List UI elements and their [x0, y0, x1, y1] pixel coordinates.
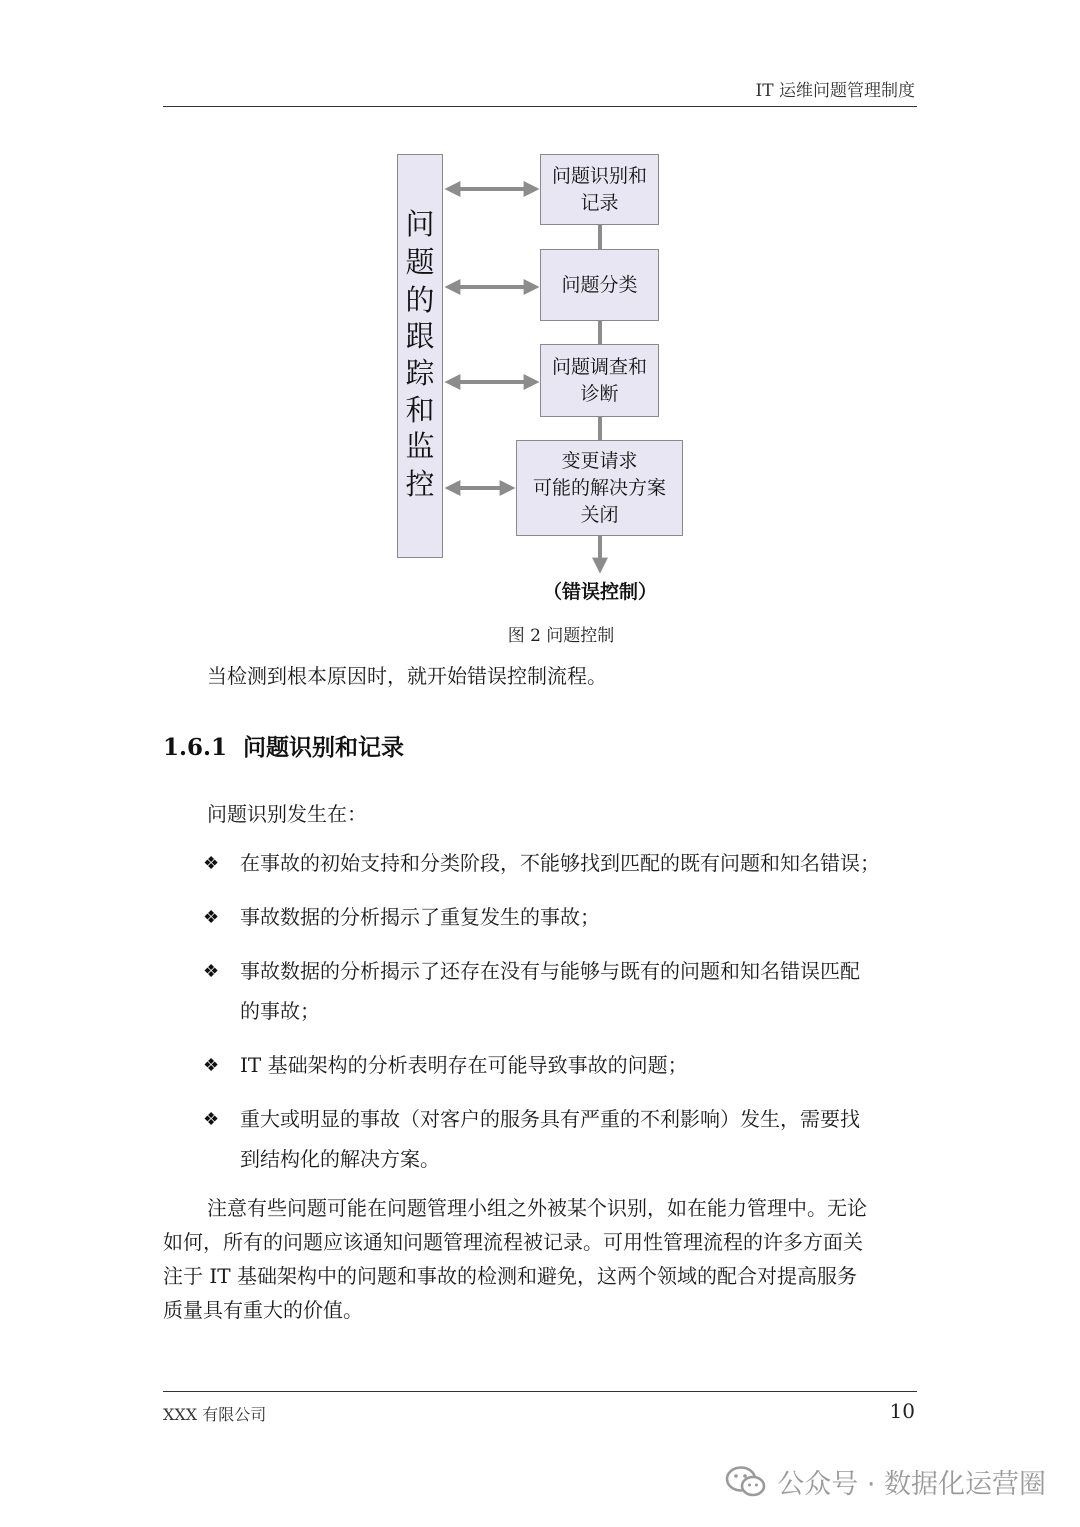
node-classify: [540, 249, 659, 321]
node-line: 问题分类: [561, 273, 638, 296]
error-control-label: （错误控制）: [542, 581, 657, 603]
node-line: 诊断: [580, 382, 619, 405]
paragraph-line: 如何，所有的问题应该通知问题管理流程被记录。可用性管理流程的许多方面关: [163, 1230, 863, 1254]
list-item-line: 事故数据的分析揭示了还存在没有与能够与既有的问题和知名错误匹配: [240, 959, 860, 983]
paragraph-line: 注意有些问题可能在问题管理小组之外被某个识别，如在能力管理中。无论: [207, 1196, 867, 1220]
note-paragraph: [163, 1191, 923, 1327]
list-item-line: 在事故的初始支持和分类阶段，不能够找到匹配的既有问题和知名错误；: [240, 851, 880, 875]
side-label-char: 问: [405, 207, 435, 241]
list-item-line: 事故数据的分析揭示了重复发生的事故；: [240, 905, 600, 929]
side-label-char: 和: [405, 393, 435, 427]
paragraph-line: 质量具有重大的价值。: [163, 1298, 363, 1322]
bullet-diamond-icon: ❖: [203, 907, 220, 928]
list-item-line: 的事故；: [240, 999, 320, 1023]
footer-company: XXX 有限公司: [163, 1405, 267, 1424]
side-label-char: 控: [405, 467, 435, 501]
list-item: [240, 951, 920, 1031]
list-item: [240, 843, 920, 883]
node-change-solution-close: [516, 440, 683, 536]
list-item-line: IT 基础架构的分析表明存在可能导致事故的问题；: [240, 1053, 688, 1077]
footer-rule: [163, 1391, 917, 1392]
node-identify-record: [540, 154, 659, 225]
header-title: IT 运维问题管理制度: [755, 81, 915, 101]
watermark-text: 公众号 · 数据化运营圈: [777, 1469, 1046, 1500]
bullet-diamond-icon: ❖: [203, 1055, 220, 1076]
bullet-diamond-icon: ❖: [203, 961, 220, 982]
node-line: 问题调查和: [551, 355, 647, 378]
list-item: [240, 897, 920, 937]
bullet-diamond-icon: ❖: [203, 853, 220, 874]
watermark: [725, 1462, 1046, 1501]
paragraph-line: 注于 IT 基础架构中的问题和事故的检测和避免，这两个领域的配合对提高服务: [163, 1264, 857, 1288]
node-line: 可能的解决方案: [532, 476, 666, 499]
lead-text: 问题识别发生在：: [207, 802, 367, 826]
list-item-line: 重大或明显的事故（对客户的服务具有严重的不利影响）发生，需要找: [240, 1107, 860, 1131]
figure-caption: 图 2 问题控制: [507, 626, 615, 646]
side-label-char: 跟: [405, 319, 435, 353]
node-line: 记录: [580, 191, 619, 214]
side-label-char: 的: [405, 283, 435, 317]
wechat-icon: [725, 1465, 767, 1499]
list-item-line: 到结构化的解决方案。: [240, 1147, 440, 1171]
intro-paragraph: 当检测到根本原因时，就开始错误控制流程。: [207, 664, 607, 688]
node-line: 关闭: [580, 503, 619, 526]
node-line: 变更请求: [561, 449, 638, 472]
list-item: [240, 1045, 920, 1085]
side-label-char: 踪: [405, 356, 435, 390]
section-heading: [163, 729, 404, 762]
node-investigate-diagnose: [540, 344, 659, 417]
section-number: 1.6.1: [163, 734, 228, 761]
list-item: [240, 1099, 920, 1179]
side-label-char: 题: [405, 245, 435, 279]
side-label-char: 监: [405, 429, 435, 463]
section-title: 问题识别和记录: [243, 734, 405, 761]
bullet-diamond-icon: ❖: [203, 1109, 220, 1130]
node-line: 问题识别和: [551, 164, 647, 187]
page-number: 10: [889, 1399, 915, 1423]
